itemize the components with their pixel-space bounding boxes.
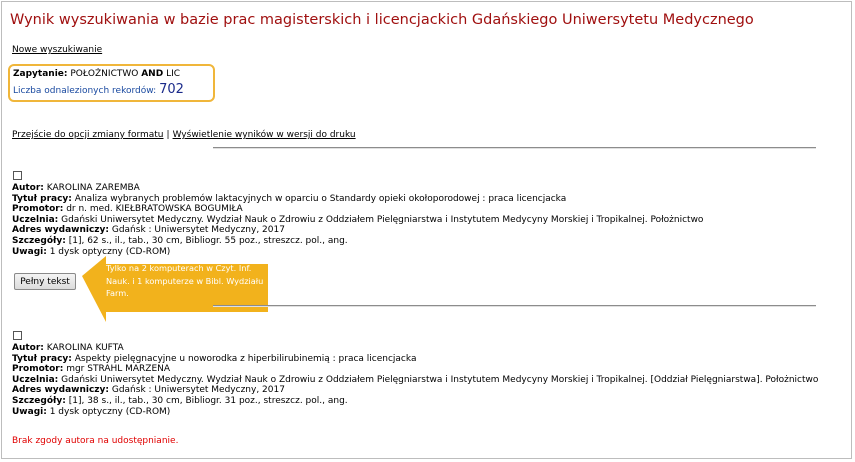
record-2-notes: 1 dysk optyczny (CD-ROM) — [49, 406, 171, 417]
record-count-value: 702 — [159, 82, 184, 97]
record-1-author: KAROLINA ZAREMBA — [46, 183, 140, 193]
record-2-university: Gdański Uniwersytet Medyczny. Wydział Nauk o Zdrowiu z Oddziałem Pielęgniarstwa i Instytutem Medycyny Morskiej i Tropikalnej. [Oddział Pielęgniarstwa]. Położnictwo — [61, 374, 819, 385]
query-operator: AND — [141, 69, 164, 79]
no-consent-status: Brak zgody autora na udostępnianie. — [12, 436, 179, 446]
query-term-1: POŁOŻNICTWO — [70, 69, 139, 79]
change-format-link[interactable]: Przejście do opcji zmiany formatu — [12, 130, 164, 140]
record-1 — [12, 183, 703, 257]
title-label: Tytuł pracy: — [12, 193, 72, 204]
access-info-callout — [82, 254, 272, 324]
publisher-label: Adres wydawniczy: — [12, 225, 109, 236]
university-label: Uczelnia: — [12, 214, 59, 225]
author-label: Autor: — [12, 183, 44, 193]
callout-text: Tylko na 2 komputerach w Czyt. Inf. Nauk. i 1 komputerze w Bibl. Wydziału Farm. — [106, 263, 264, 298]
record-count-label: Liczba odnalezionych rekordów: — [13, 86, 157, 96]
record-1-notes: 1 dysk optyczny (CD-ROM) — [49, 246, 171, 257]
format-links — [12, 130, 356, 140]
print-version-link[interactable]: Wyświetlenie wyników w wersji do druku — [172, 130, 356, 140]
record-1-title: Analiza wybranych problemów laktacyjnych w oparciu o Standardy opieki okołoporodowej : praca licencjacka — [74, 193, 567, 204]
record-1-university: Gdański Uniwersytet Medyczny. Wydział Nauk o Zdrowiu z Oddziałem Pielęgniarstwa i Instytutem Medycyny Morskiej i Tropikalnej. Położnictwo — [61, 214, 704, 225]
publisher-label: Adres wydawniczy: — [12, 385, 109, 396]
full-text-button[interactable]: Pełny tekst — [14, 273, 76, 290]
record-2-title: Aspekty pielęgnacyjne u noworodka z hiperbilirubinemią : praca licencjacka — [74, 353, 417, 364]
university-label: Uczelnia: — [12, 374, 59, 385]
new-search-link[interactable]: Nowe wyszukiwanie — [12, 45, 103, 55]
author-label: Autor: — [12, 343, 44, 353]
record-1-publisher: Gdańsk : Uniwersytet Medyczny, 2017 — [111, 225, 285, 236]
details-label: Szczegóły: — [12, 235, 66, 246]
record-2 — [12, 343, 818, 417]
record-1-checkbox[interactable] — [13, 171, 22, 180]
record-2-promoter: mgr STRAHL MARZENA — [66, 364, 171, 375]
divider-2 — [213, 305, 816, 307]
notes-label: Uwagi: — [12, 246, 47, 257]
record-1-promoter: dr n. med. KIEŁBRATOWSKA BOGUMIŁA — [66, 204, 243, 215]
title-label: Tytuł pracy: — [12, 353, 72, 364]
record-count-line — [13, 82, 184, 97]
record-2-author: KAROLINA KUFTA — [46, 343, 124, 353]
record-2-details: [1], 38 s., il., tab., 30 cm, Bibliogr. 31 poz., streszcz. pol., ang. — [68, 395, 348, 406]
query-label: Zapytanie: — [13, 69, 68, 79]
promoter-label: Promotor: — [12, 364, 64, 375]
divider-1 — [213, 147, 816, 149]
record-1-details: [1], 62 s., il., tab., 30 cm, Bibliogr. 55 poz., streszcz. pol., ang. — [68, 235, 348, 246]
notes-label: Uwagi: — [12, 406, 47, 417]
page-title: Wynik wyszukiwania w bazie prac magisterskich i licencjackich Gdańskiego Uniwersytetu Medycznego — [10, 12, 754, 28]
query-line — [13, 69, 180, 79]
record-2-publisher: Gdańsk : Uniwersytet Medyczny, 2017 — [111, 385, 285, 396]
details-label: Szczegóły: — [12, 395, 66, 406]
promoter-label: Promotor: — [12, 204, 64, 215]
query-term-2: LIC — [166, 69, 181, 79]
record-2-checkbox[interactable] — [13, 331, 22, 340]
link-separator: | — [166, 130, 170, 140]
